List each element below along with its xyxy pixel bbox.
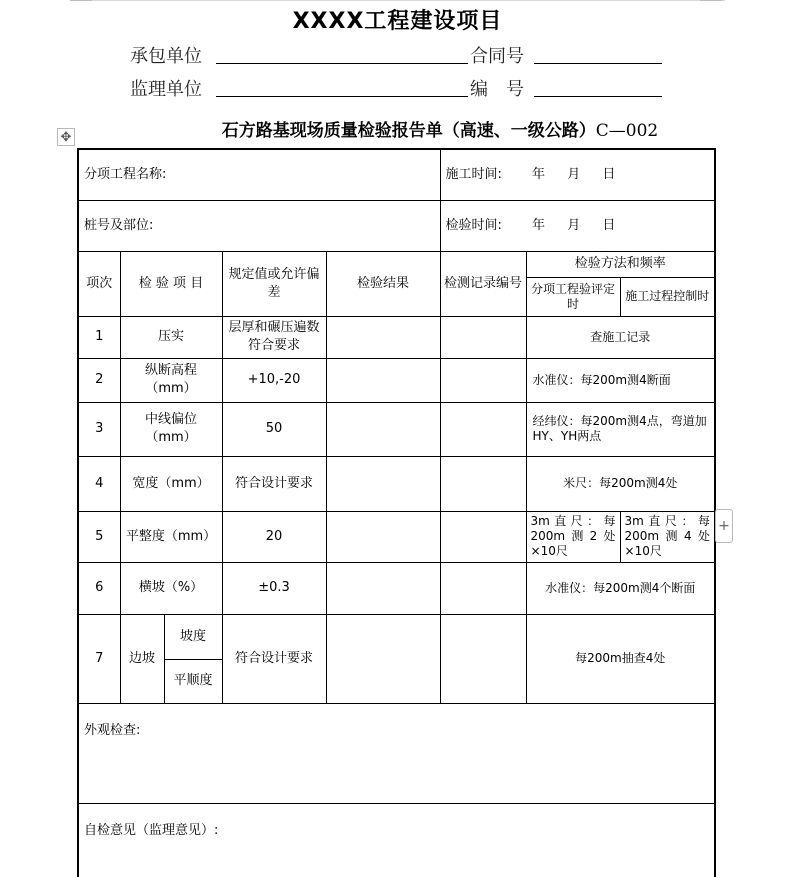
page-corner-mark-right xyxy=(700,0,722,1)
supervisor-field[interactable] xyxy=(216,96,468,97)
header-item: 检 验 项 目 xyxy=(120,251,222,316)
form-subtitle xyxy=(180,116,700,141)
contractor-label: 承包单位 xyxy=(130,46,202,67)
row-method: 每200m抽查4处 xyxy=(526,614,715,703)
number-label: 编 号 xyxy=(470,79,524,100)
row-item: 中线偏位（mm） xyxy=(120,402,222,456)
row-no: 3 xyxy=(78,402,120,456)
table-row xyxy=(78,614,715,659)
number-field[interactable] xyxy=(534,96,662,97)
contract-no-field[interactable] xyxy=(534,63,662,64)
form-code: C—002 xyxy=(595,121,659,141)
row-item: 纵断高程（mm） xyxy=(120,358,222,402)
form-name: 石方路基现场质量检验报告单（高速、一级公路） xyxy=(221,121,596,141)
row-spec: 20 xyxy=(222,511,326,562)
row-record[interactable] xyxy=(440,402,526,456)
row-item: 压实 xyxy=(120,316,222,358)
row-record[interactable] xyxy=(440,456,526,511)
row-spec: 符合设计要求 xyxy=(222,456,326,511)
row-record[interactable] xyxy=(440,562,526,614)
self-check-cell[interactable]: 自检意见（监理意见）: xyxy=(78,803,715,877)
header-method-process: 施工过程控制时 xyxy=(620,277,715,316)
row-result[interactable] xyxy=(326,456,440,511)
appearance-check-cell[interactable]: 外观检查: xyxy=(78,703,715,803)
row-item: 平整度（mm） xyxy=(120,511,222,562)
row-no: 6 xyxy=(78,562,120,614)
table-move-handle-icon[interactable]: ✥ xyxy=(57,128,75,146)
row-subitem-slope: 坡度 xyxy=(164,614,222,659)
subproject-name-cell[interactable]: 分项工程名称: xyxy=(78,149,440,200)
add-column-plus-icon[interactable]: + xyxy=(715,509,733,543)
row-result[interactable] xyxy=(326,562,440,614)
row-result[interactable] xyxy=(326,358,440,402)
row-record[interactable] xyxy=(440,316,526,358)
row-subitem-smoothness: 平顺度 xyxy=(164,659,222,703)
header-no: 项次 xyxy=(78,251,120,316)
row-no: 4 xyxy=(78,456,120,511)
info-row-station xyxy=(78,200,715,251)
header-method: 检验方法和频率 xyxy=(526,251,715,277)
row-method: 水准仪：每200m测4断面 xyxy=(526,358,715,402)
station-cell[interactable]: 桩号及部位: xyxy=(78,200,440,251)
table-row xyxy=(78,402,715,456)
row-result[interactable] xyxy=(326,614,440,703)
contract-no-label: 合同号 xyxy=(470,46,524,67)
row-method: 水准仪：每200m测4个断面 xyxy=(526,562,715,614)
header-row-contractor xyxy=(130,42,670,68)
row-no: 1 xyxy=(78,316,120,358)
row-no: 5 xyxy=(78,511,120,562)
header-result: 检验结果 xyxy=(326,251,440,316)
row-record[interactable] xyxy=(440,511,526,562)
row-result[interactable] xyxy=(326,402,440,456)
header-method-eval: 分项工程验评定时 xyxy=(526,277,620,316)
row-spec: 50 xyxy=(222,402,326,456)
contractor-field[interactable] xyxy=(216,63,468,64)
row-item: 宽度（mm） xyxy=(120,456,222,511)
header-spec: 规定值或允许偏差 xyxy=(222,251,326,316)
row-method-process: 3m直尺：每200m测4处×10尺 xyxy=(620,511,715,562)
row-record[interactable] xyxy=(440,614,526,703)
row-method: 米尺：每200m测4处 xyxy=(526,456,715,511)
info-row-subproject xyxy=(78,149,715,200)
row-spec: 层厚和碾压遍数符合要求 xyxy=(222,316,326,358)
construction-time-cell[interactable]: 施工时间: 年 月 日 xyxy=(440,149,715,200)
header-record: 检测记录编号 xyxy=(440,251,526,316)
row-method: 经纬仪：每200m测4点，弯道加HY、YH两点 xyxy=(526,402,715,456)
page-corner-mark-left xyxy=(70,0,92,1)
table-row xyxy=(78,562,715,614)
row-method: 查施工记录 xyxy=(526,316,715,358)
row-spec: +10,-20 xyxy=(222,358,326,402)
row-result[interactable] xyxy=(326,316,440,358)
table-row xyxy=(78,316,715,358)
table-row xyxy=(78,511,715,562)
row-item: 边坡 xyxy=(120,614,164,703)
header-row-supervisor xyxy=(130,75,670,101)
row-spec: ±0.3 xyxy=(222,562,326,614)
page-top-edge xyxy=(70,0,725,3)
self-check-row xyxy=(78,803,715,877)
row-no: 7 xyxy=(78,614,120,703)
inspection-time-cell[interactable]: 检验时间: 年 月 日 xyxy=(440,200,715,251)
row-item: 横坡（%） xyxy=(120,562,222,614)
row-method-eval: 3m直尺：每200m测2处×10尺 xyxy=(526,511,620,562)
row-no: 2 xyxy=(78,358,120,402)
header-row-1 xyxy=(78,251,715,277)
row-record[interactable] xyxy=(440,358,526,402)
table-row xyxy=(78,456,715,511)
document-title: XXXX工程建设项目 xyxy=(292,9,503,34)
inspection-table xyxy=(77,148,716,877)
table-row xyxy=(78,358,715,402)
row-result[interactable] xyxy=(326,511,440,562)
appearance-row xyxy=(78,703,715,803)
row-spec: 符合设计要求 xyxy=(222,614,326,703)
supervisor-label: 监理单位 xyxy=(130,79,202,100)
